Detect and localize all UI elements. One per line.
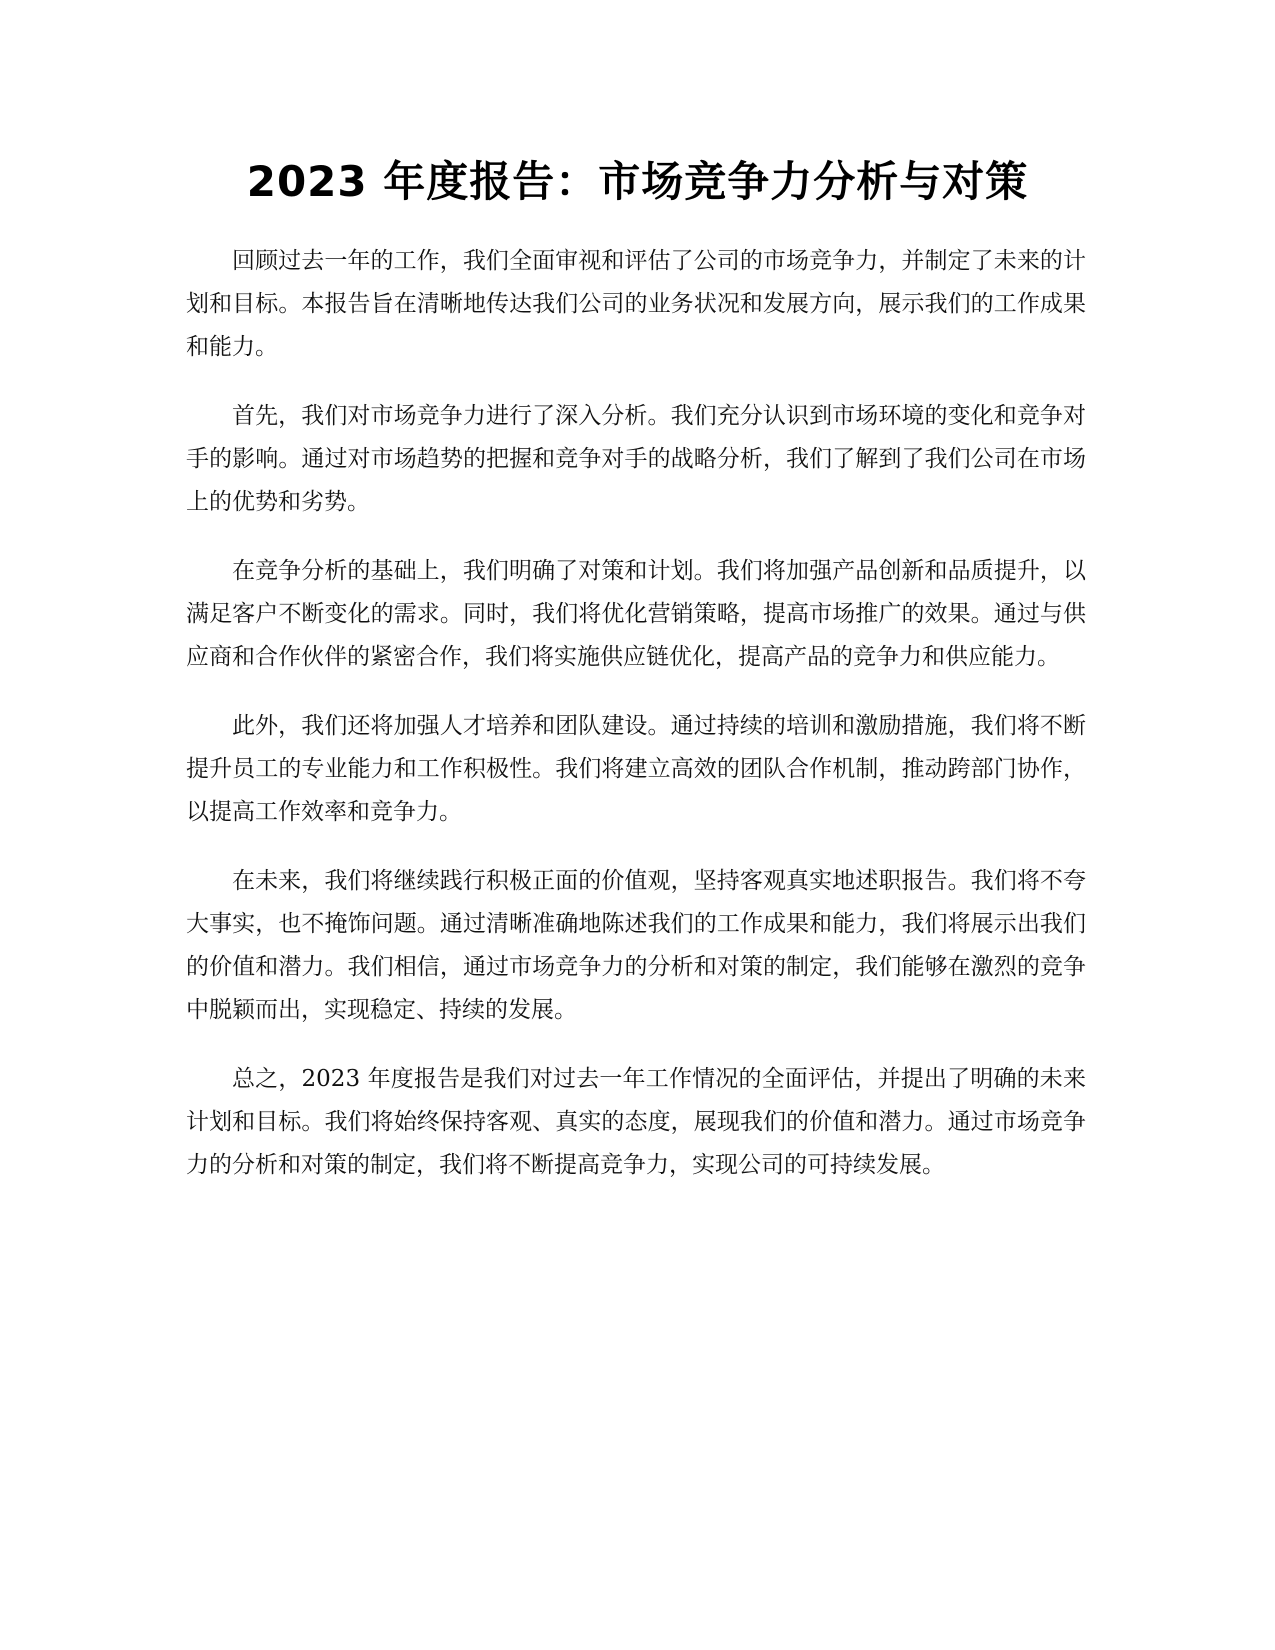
paragraph-6: 总之，2023 年度报告是我们对过去一年工作情况的全面评估，并提出了明确的未来计划和目标。我们将始终保持客观、真实的态度，展现我们的价值和潜力。通过市场竞争力的分析和对策的制定，我们将不断提高竞争力，实现公司的可持续发展。 bbox=[186, 1066, 1086, 1178]
document-body bbox=[186, 240, 1086, 1213]
paragraph-1: 回顾过去一年的工作，我们全面审视和评估了公司的市场竞争力，并制定了未来的计划和目标。本报告旨在清晰地传达我们公司的业务状况和发展方向，展示我们的工作成果和能力。 bbox=[186, 248, 1086, 360]
paragraph-2: 首先，我们对市场竞争力进行了深入分析。我们充分认识到市场环境的变化和竞争对手的影响。通过对市场趋势的把握和竞争对手的战略分析，我们了解到了我们公司在市场上的优势和劣势。 bbox=[186, 403, 1086, 515]
paragraph-5: 在未来，我们将继续践行积极正面的价值观，坚持客观真实地述职报告。我们将不夸大事实，也不掩饰问题。通过清晰准确地陈述我们的工作成果和能力，我们将展示出我们的价值和潜力。我们相信，通过市场竞争力的分析和对策的制定，我们能够在激烈的竞争中脱颖而出，实现稳定、持续的发展。 bbox=[186, 868, 1086, 1023]
paragraph-3: 在竞争分析的基础上，我们明确了对策和计划。我们将加强产品创新和品质提升，以满足客户不断变化的需求。同时，我们将优化营销策略，提高市场推广的效果。通过与供应商和合作伙伴的紧密合作，我们将实施供应链优化，提高产品的竞争力和供应能力。 bbox=[186, 558, 1086, 670]
paragraph-4: 此外，我们还将加强人才培养和团队建设。通过持续的培训和激励措施，我们将不断提升员工的专业能力和工作积极性。我们将建立高效的团队合作机制，推动跨部门协作，以提高工作效率和竞争力。 bbox=[186, 713, 1086, 825]
document-title: 2023 年度报告：市场竞争力分析与对策 bbox=[246, 157, 1029, 206]
